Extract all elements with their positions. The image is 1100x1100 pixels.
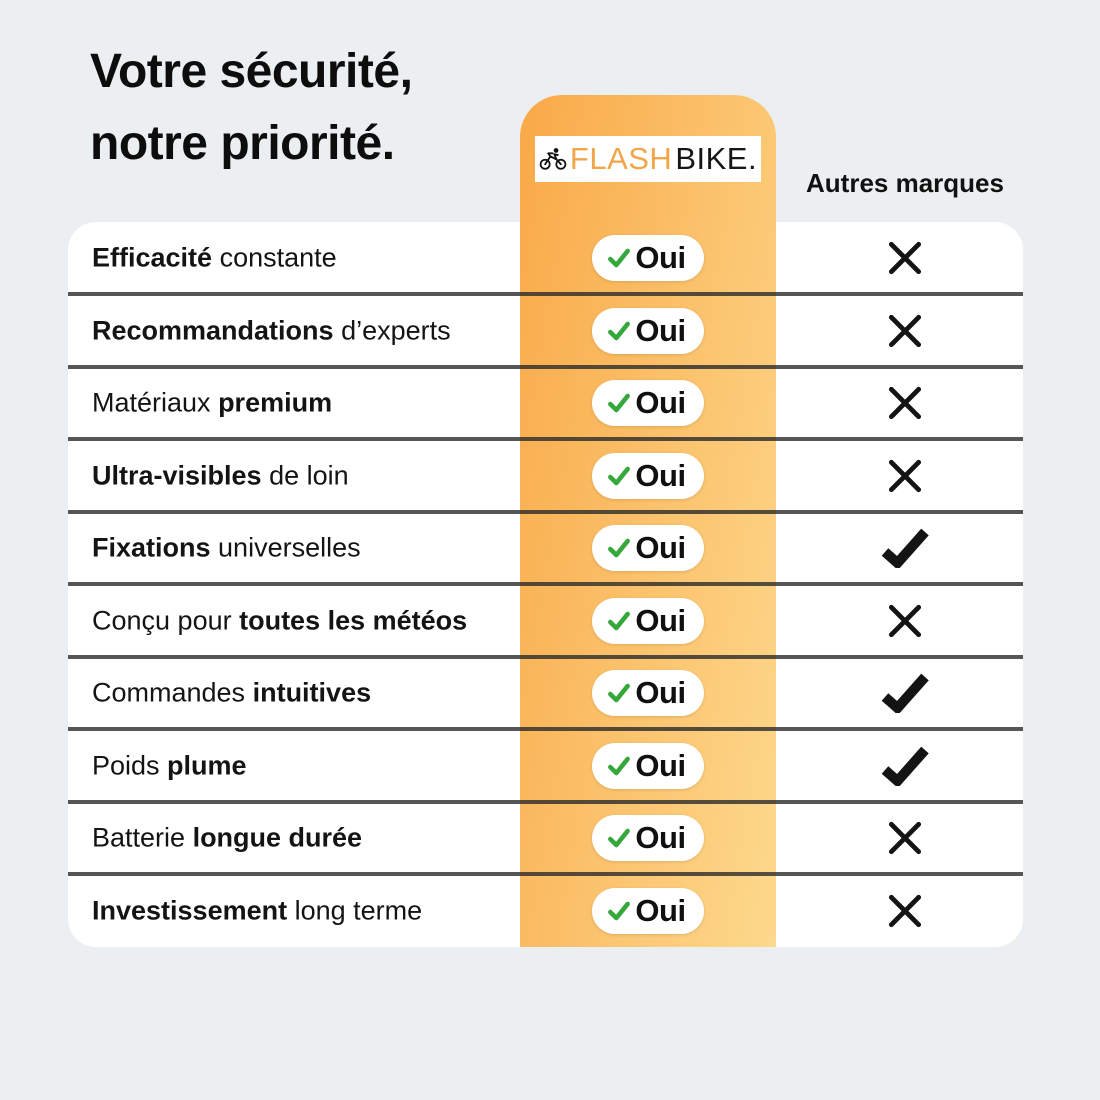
cross-icon: [884, 382, 926, 424]
competitor-header: Autres marques: [806, 168, 1004, 198]
feature-label-bold: plume: [167, 750, 247, 781]
row-divider: [68, 437, 1023, 441]
check-icon: [880, 528, 930, 568]
check-icon: [606, 390, 632, 416]
feature-label-bold: Fixations: [92, 532, 211, 563]
feature-label: [92, 750, 247, 781]
feature-label: [92, 678, 371, 709]
feature-label: [92, 388, 332, 419]
feature-label-pre: Matériaux: [92, 387, 219, 418]
row-divider: [68, 655, 1023, 659]
row-divider: [68, 365, 1023, 369]
cross-icon: [884, 817, 926, 859]
logo-text-bike: BIKE.: [675, 141, 758, 176]
logo-text-flash: FLASH: [569, 141, 673, 176]
feature-label-pre: Conçu pour: [92, 605, 240, 636]
check-icon: [606, 753, 632, 779]
row-divider: [68, 510, 1023, 514]
check-icon: [606, 463, 632, 489]
row-divider: [68, 727, 1023, 731]
feature-label-post: constante: [212, 242, 337, 273]
flashbike-yes-pill: [592, 598, 704, 644]
feature-label-bold: intuitives: [252, 677, 372, 708]
feature-label-post: d’experts: [333, 315, 451, 346]
feature-label-bold: Recommandations: [92, 315, 334, 346]
row-divider: [68, 292, 1023, 296]
yes-label: Oui: [635, 312, 686, 348]
page-title-line2: notre priorité.: [90, 117, 395, 170]
check-icon: [880, 746, 930, 786]
competitor-mark: [877, 237, 933, 279]
page-title-line1: Votre sécurité,: [90, 45, 413, 98]
feature-label-pre: Commandes: [92, 677, 253, 708]
competitor-mark: [877, 673, 933, 713]
row-divider: [68, 582, 1023, 586]
row-divider: [68, 800, 1023, 804]
check-icon: [606, 318, 632, 344]
flashbike-yes-pill: [592, 743, 704, 789]
flashbike-yes-pill: [592, 888, 704, 934]
yes-label: Oui: [635, 457, 686, 493]
yes-label: Oui: [635, 675, 686, 711]
feature-label: [92, 605, 467, 636]
yes-label: Oui: [635, 747, 686, 783]
feature-label: [92, 895, 422, 926]
check-icon: [606, 825, 632, 851]
page-title: [90, 36, 412, 180]
feature-label: [92, 533, 361, 564]
feature-label-bold: longue durée: [192, 822, 363, 853]
feature-label-post: long terme: [287, 895, 423, 926]
yes-label: Oui: [635, 892, 686, 928]
flashbike-yes-pill: [592, 453, 704, 499]
flashbike-yes-pill: [592, 235, 704, 281]
competitor-mark: [877, 600, 933, 642]
feature-label-bold: premium: [218, 387, 333, 418]
yes-label: Oui: [635, 240, 686, 276]
flashbike-logo: [535, 136, 761, 182]
flashbike-yes-pill: [592, 670, 704, 716]
competitor-mark: [877, 382, 933, 424]
competitor-mark: [877, 890, 933, 932]
check-icon: [880, 673, 930, 713]
feature-label-bold: Investissement: [92, 895, 288, 926]
feature-label: [92, 243, 337, 274]
check-icon: [606, 608, 632, 634]
cyclist-icon: [539, 147, 567, 171]
yes-label: Oui: [635, 530, 686, 566]
competitor-mark: [877, 817, 933, 859]
feature-label-post: de loin: [261, 460, 349, 491]
cross-icon: [884, 237, 926, 279]
flashbike-yes-pill: [592, 380, 704, 426]
yes-label: Oui: [635, 385, 686, 421]
flashbike-yes-pill: [592, 815, 704, 861]
competitor-mark: [877, 746, 933, 786]
cross-icon: [884, 890, 926, 932]
yes-label: Oui: [635, 602, 686, 638]
feature-label: [92, 460, 349, 491]
row-divider: [68, 872, 1023, 876]
competitor-mark: [877, 455, 933, 497]
flashbike-yes-pill: [592, 525, 704, 571]
yes-label: Oui: [635, 820, 686, 856]
check-icon: [606, 245, 632, 271]
feature-label-post: universelles: [210, 532, 361, 563]
feature-label: [92, 823, 362, 854]
feature-label-pre: Batterie: [92, 822, 193, 853]
competitor-mark: [877, 528, 933, 568]
flashbike-yes-pill: [592, 308, 704, 354]
feature-label: [92, 315, 451, 346]
check-icon: [606, 898, 632, 924]
feature-label-bold: Efficacité: [92, 242, 213, 273]
feature-label-bold: toutes les météos: [239, 605, 468, 636]
competitor-mark: [877, 310, 933, 352]
cross-icon: [884, 600, 926, 642]
cross-icon: [884, 310, 926, 352]
cross-icon: [884, 455, 926, 497]
feature-label-pre: Poids: [92, 750, 168, 781]
check-icon: [606, 680, 632, 706]
check-icon: [606, 535, 632, 561]
feature-label-bold: Ultra-visibles: [92, 460, 262, 491]
